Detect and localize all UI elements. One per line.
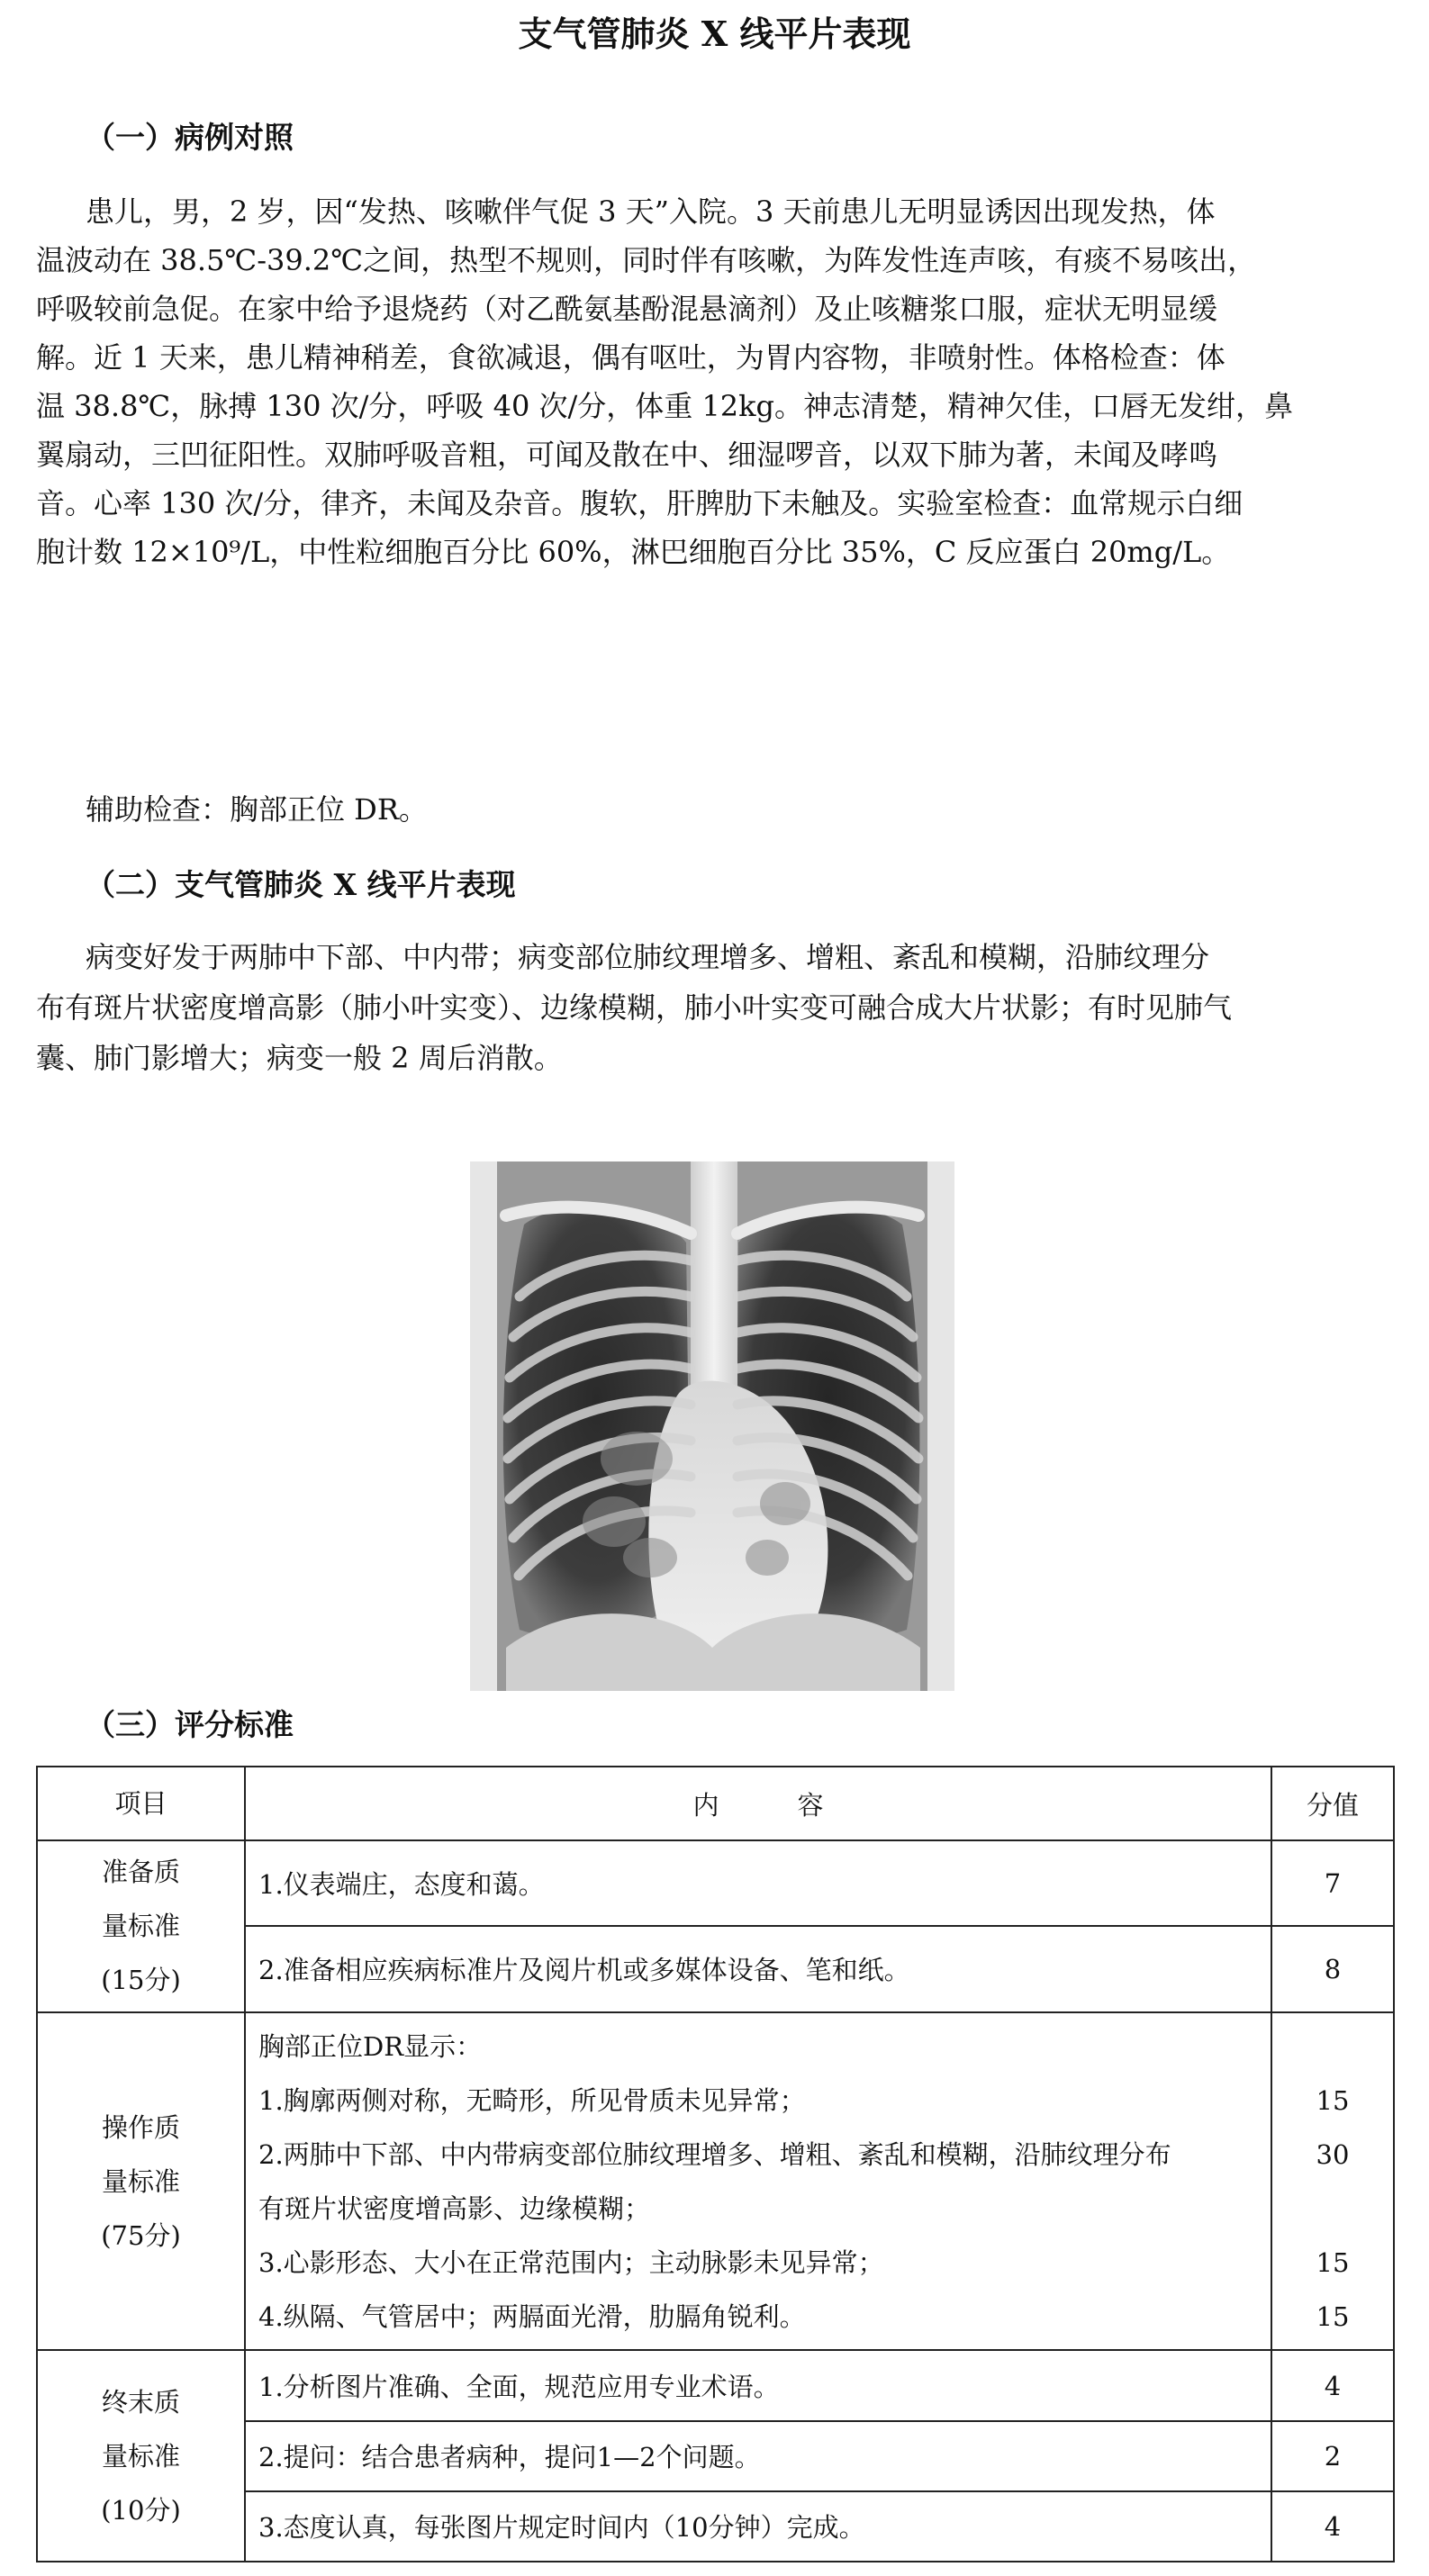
case-line: 胞计数 12×10⁹/L，中性粒细胞百分比 60%，淋巴细胞百分比 35%，C 反应蛋白 20mg/L。 — [36, 535, 1231, 569]
criterion-score — [1272, 2020, 1393, 2074]
category-label-line: (10分) — [101, 2494, 181, 2526]
chest-xray-image — [470, 1161, 954, 1691]
case-line: 温波动在 38.5℃-39.2℃之间，热型不规则，同时伴有咳嗽，为阵发性连声咳，有痰不易咳出， — [36, 243, 1257, 277]
category-label-line: 量标准 — [101, 2440, 180, 2472]
criterion-score: 8 — [1271, 1926, 1394, 2011]
document-title: 支气管肺炎 X 线平片表现 — [518, 14, 911, 54]
section-heading-xray-findings: （二）支气管肺炎 X 线平片表现 — [86, 867, 516, 902]
criterion-score: 2 — [1271, 2421, 1394, 2491]
header-score: 分值 — [1271, 1767, 1394, 1840]
criterion-score: 7 — [1271, 1840, 1394, 1926]
table-row — [37, 2012, 1394, 2351]
table-row — [37, 1840, 1394, 1926]
criterion-score — [1272, 2182, 1393, 2236]
table-row — [37, 2350, 1394, 2420]
xray-findings-text — [0, 933, 1429, 1086]
criterion-text: 2.准备相应疾病标准片及阅片机或多媒体设备、笔和纸。 — [245, 1926, 1271, 2011]
category-prep — [37, 1840, 245, 2011]
case-line: 音。心率 130 次/分，律齐，未闻及杂音。腹软，肝脾肋下未触及。实验室检查：血常规示白细 — [36, 486, 1244, 520]
criterion-text: 2.提问：结合患者病种，提问1—2个问题。 — [245, 2421, 1271, 2491]
criterion-score: 15 — [1316, 2300, 1350, 2332]
criterion-line: 1.胸廓两侧对称，无畸形，所见骨质未见异常； — [258, 2084, 806, 2116]
criterion-score: 15 — [1316, 2246, 1350, 2278]
category-label-line: 准备质 — [101, 1857, 180, 1888]
category-label-line: 操作质 — [101, 2111, 180, 2143]
case-description — [0, 187, 1429, 583]
category-label-line: (15分) — [101, 1965, 181, 1996]
aux-exam-text: 辅助检查：胸部正位 DR。 — [86, 792, 428, 827]
category-label-line: 量标准 — [101, 2165, 180, 2197]
scoring-table — [36, 1766, 1395, 2562]
criterion-text: 3.态度认真，每张图片规定时间内（10分钟）完成。 — [245, 2491, 1271, 2562]
case-line: 温 38.8℃，脉搏 130 次/分，呼吸 40 次/分，体重 12kg。神志清楚，精神欠佳，口唇无发绀，鼻 — [36, 389, 1294, 423]
case-line: 患儿，男，2 岁，因“发热、咳嗽伴气促 3 天”入院。3 天前患儿无明显诱因出现发热，体 — [86, 194, 1216, 229]
criterion-score: 4 — [1271, 2491, 1394, 2562]
case-line: 翼扇动，三凹征阳性。双肺呼吸音粗，可闻及散在中、细湿啰音，以双下肺为著，未闻及哮鸣 — [36, 438, 1218, 472]
criterion-line: 3.心影形态、大小在正常范围内；主动脉影未见异常； — [258, 2246, 884, 2278]
header-item: 项目 — [37, 1767, 245, 1840]
section-heading-scoring: （三）评分标准 — [86, 1707, 294, 1742]
section-heading-case: （一）病例对照 — [86, 120, 294, 155]
criterion-score: 4 — [1271, 2350, 1394, 2420]
aux-exam — [0, 785, 1429, 834]
findings-line: 布有斑片状密度增高影（肺小叶实变）、边缘模糊，肺小叶实变可融合成大片状影；有时见肺气 — [36, 990, 1233, 1025]
operation-criteria — [245, 2012, 1271, 2351]
criterion-line: 4.纵隔、气管居中；两膈面光滑，肋膈角锐利。 — [258, 2300, 806, 2332]
category-label-line: 量标准 — [101, 1911, 180, 1942]
findings-line: 病变好发于两肺中下部、中内带；病变部位肺纹理增多、增粗、紊乱和模糊，沿肺纹理分 — [86, 940, 1210, 974]
criterion-score: 15 — [1316, 2084, 1350, 2116]
criterion-line: 2.两肺中下部、中内带病变部位肺纹理增多、增粗、紊乱和模糊，沿肺纹理分布 — [258, 2138, 1171, 2170]
header-content: 内 容 — [245, 1767, 1271, 1840]
case-line: 解。近 1 天来，患儿精神稍差，食欲减退，偶有呕吐，为胃内容物，非喷射性。体格检查：体 — [36, 340, 1226, 375]
criterion-line: 胸部正位DR显示： — [258, 2030, 483, 2062]
category-label-line: (75分) — [101, 2219, 181, 2251]
criterion-text: 1.分析图片准确、全面，规范应用专业术语。 — [245, 2350, 1271, 2420]
criterion-line: 有斑片状密度增高影、边缘模糊； — [258, 2192, 651, 2224]
criterion-score: 30 — [1316, 2138, 1350, 2170]
category-final — [37, 2350, 245, 2562]
table-header-row — [37, 1767, 1394, 1840]
findings-line: 囊、肺门影增大；病变一般 2 周后消散。 — [36, 1041, 563, 1075]
operation-scores — [1271, 2012, 1394, 2351]
chest-xray-illustration — [470, 1161, 954, 1691]
category-label-line: 终末质 — [101, 2386, 180, 2418]
case-line: 呼吸较前急促。在家中给予退烧药（对乙酰氨基酚混悬滴剂）及止咳糖浆口服，症状无明显缓 — [36, 292, 1218, 326]
criterion-text: 1.仪表端庄，态度和蔼。 — [245, 1840, 1271, 1926]
category-operation — [37, 2012, 245, 2351]
